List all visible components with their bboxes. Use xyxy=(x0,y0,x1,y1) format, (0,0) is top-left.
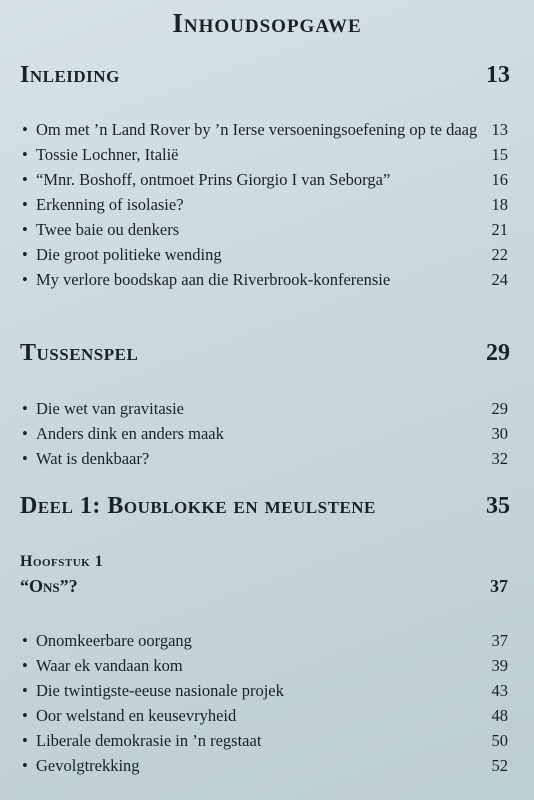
entry-page: 29 xyxy=(491,399,508,418)
entry-text: Liberale demokrasie in ’n regstaat xyxy=(36,731,262,750)
bullet-icon: • xyxy=(22,245,28,264)
bullet-icon: • xyxy=(22,170,28,189)
entry-text: Gevolgtrekking xyxy=(36,756,140,775)
section-name: Deel 1: Boublokke en meulstene xyxy=(20,493,376,519)
list-item xyxy=(22,653,508,678)
entry-page: 15 xyxy=(491,145,508,164)
chapter-title: “Ons”? xyxy=(20,576,78,596)
entry-page: 22 xyxy=(491,245,508,264)
bullet-icon: • xyxy=(22,220,28,239)
bullet-icon: • xyxy=(22,756,28,775)
section-page: 35 xyxy=(486,493,510,519)
chapter-page: 37 xyxy=(490,576,508,596)
entry-page: 52 xyxy=(491,756,508,775)
list-item xyxy=(22,192,508,217)
list-item xyxy=(22,703,508,728)
list-item xyxy=(22,628,508,653)
section-name: Inleiding xyxy=(20,62,120,88)
bullet-icon: • xyxy=(22,120,28,139)
entry-text: My verlore boodskap aan die Riverbrook-konferensie xyxy=(36,270,391,289)
entry-text: Oor welstand en keusevryheid xyxy=(36,706,237,725)
bullet-icon: • xyxy=(22,656,28,675)
bullet-icon: • xyxy=(22,449,28,468)
section-tussenspel xyxy=(20,340,510,367)
entry-text: Tossie Lochner, Italië xyxy=(36,145,179,164)
entry-page: 39 xyxy=(491,656,508,675)
entry-text: Waar ek vandaan kom xyxy=(36,656,183,675)
section-page: 29 xyxy=(486,340,510,366)
bullet-icon: • xyxy=(22,270,28,289)
list-item xyxy=(22,118,508,142)
section-inleiding xyxy=(20,62,510,89)
list-item xyxy=(22,167,508,192)
entry-page: 18 xyxy=(491,195,508,214)
list-item xyxy=(22,753,508,778)
list-item xyxy=(22,396,508,421)
list-item xyxy=(22,446,508,471)
entry-text: Die groot politieke wending xyxy=(36,245,222,264)
entry-page: 16 xyxy=(491,170,508,189)
bullet-icon: • xyxy=(22,195,28,214)
bullet-icon: • xyxy=(22,399,28,418)
entry-text: Die twintigste-eeuse nasionale projek xyxy=(36,681,284,700)
toc-title: Inhoudsopgawe xyxy=(172,8,362,38)
section-deel-1 xyxy=(20,493,510,520)
entry-text: Erkenning of isolasie? xyxy=(36,195,184,214)
entry-text: Onomkeerbare oorgang xyxy=(36,631,192,650)
list-item xyxy=(22,242,508,267)
entry-text: “Mnr. Boshoff, ontmoet Prins Giorgio I van Seborga” xyxy=(36,170,391,189)
bullet-icon: • xyxy=(22,731,28,750)
entry-page: 21 xyxy=(491,220,508,239)
list-item xyxy=(22,728,508,753)
list-item xyxy=(22,678,508,703)
entry-page: 24 xyxy=(491,270,508,289)
entry-page: 48 xyxy=(491,706,508,725)
entry-page: 37 xyxy=(491,631,508,650)
entry-text: Twee baie ou denkers xyxy=(36,220,180,239)
bullet-icon: • xyxy=(22,706,28,725)
entry-page: 13 xyxy=(491,120,508,139)
entry-text: Anders dink en anders maak xyxy=(36,424,224,443)
section-name: Tussenspel xyxy=(20,340,139,366)
bullet-icon: • xyxy=(22,631,28,650)
list-item xyxy=(22,421,508,446)
list-item xyxy=(22,142,508,167)
list-item xyxy=(22,267,508,292)
entry-text: Die wet van gravitasie xyxy=(36,399,184,418)
entry-list-deel-1 xyxy=(22,628,508,778)
entry-page: 32 xyxy=(491,449,508,468)
entry-page: 50 xyxy=(491,731,508,750)
chapter-title-row xyxy=(20,576,508,597)
bullet-icon: • xyxy=(22,681,28,700)
section-page: 13 xyxy=(486,62,510,88)
entry-page: 30 xyxy=(491,424,508,443)
entry-page: 43 xyxy=(491,681,508,700)
entry-text: Wat is denkbaar? xyxy=(36,449,150,468)
entry-list-tussenspel xyxy=(22,396,508,471)
entry-list-inleiding xyxy=(22,118,508,292)
bullet-icon: • xyxy=(22,424,28,443)
list-item xyxy=(22,217,508,242)
entry-text: Om met ’n Land Rover by ’n Ierse versoeningsoefening op te daag xyxy=(36,120,478,139)
bullet-icon: • xyxy=(22,145,28,164)
chapter-label: Hoofstuk 1 xyxy=(20,553,104,570)
